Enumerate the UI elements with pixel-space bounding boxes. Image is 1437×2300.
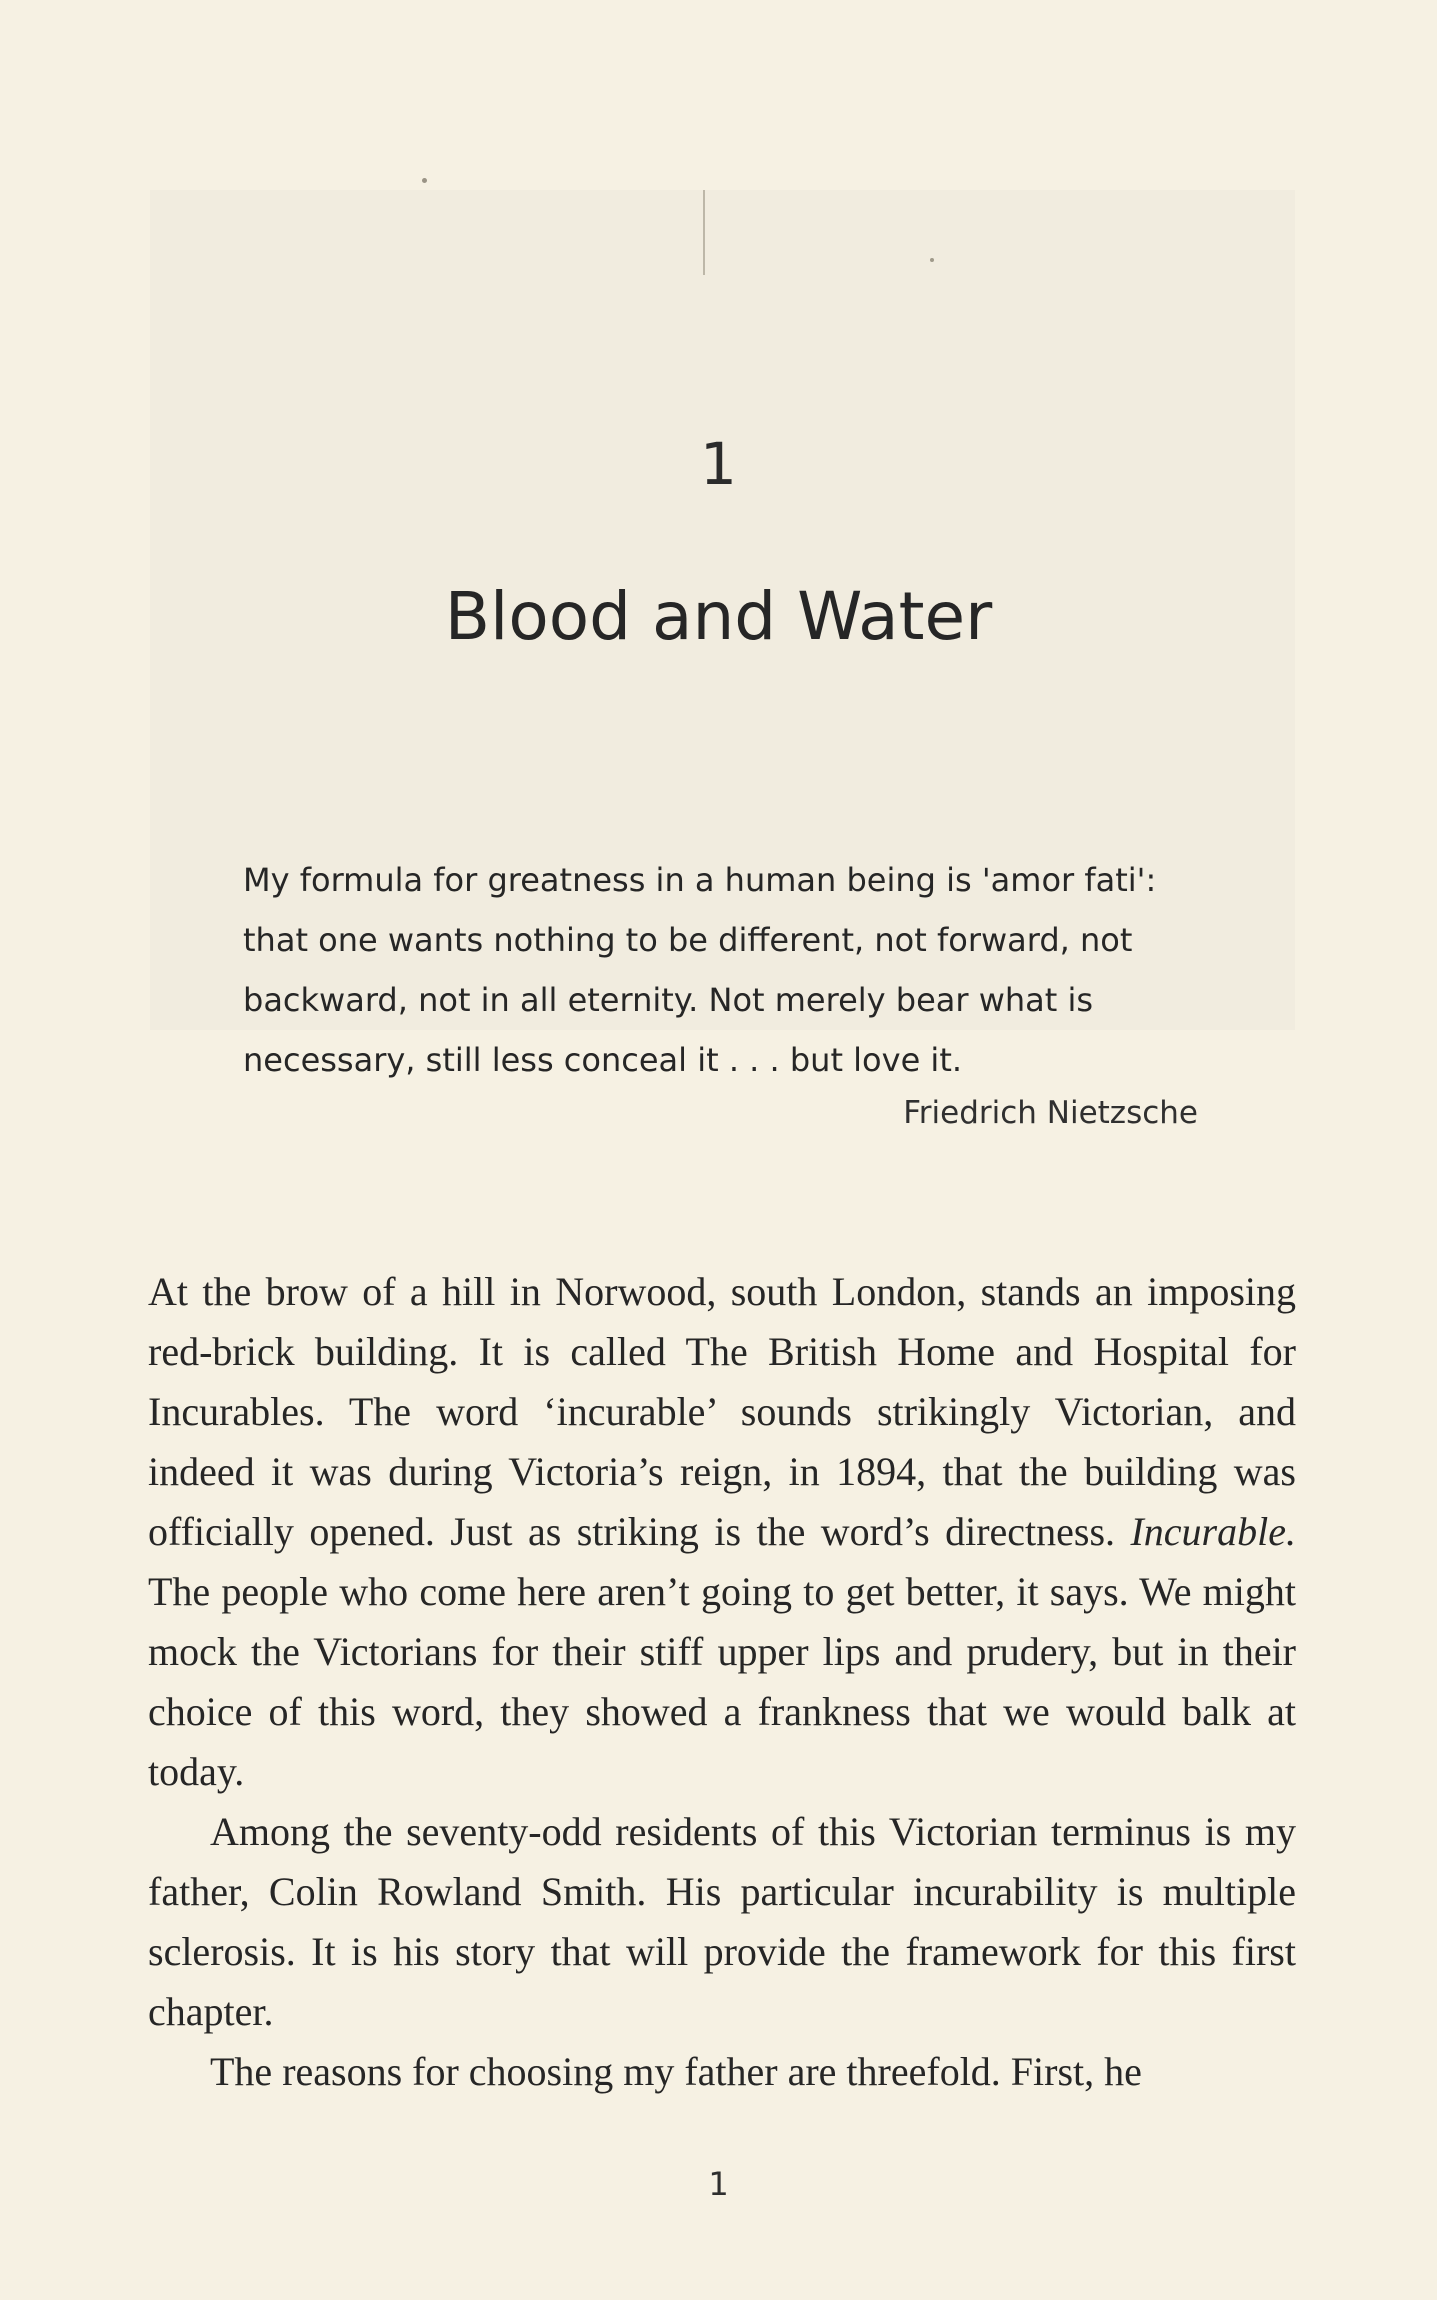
paragraph-2: Among the seventy-odd residents of this Victorian terminus is my father, Colin Rowland Smith. His particular incurability is multiple sclerosis. It is his story that will provide the framework for this first chapter.: [148, 1809, 1296, 2034]
scan-mark: [703, 190, 705, 275]
body-text: [148, 1262, 1296, 2102]
paragraph-3: The reasons for choosing my father are threefold. First, he: [210, 2049, 1142, 2094]
paragraph-1-start: At the brow of a hill in Norwood, south London, stands an imposing red-brick building. It is called The British Home and Hospital for Incurables. The word ‘incurable’ sounds strikingly Victorian, and indeed it was during Victoria’s reign, in 1894, that the building was officially opened. Just as striking is the word’s directness.: [148, 1269, 1296, 1554]
epigraph-attribution: Friedrich Nietzsche: [903, 1095, 1198, 1131]
page-number: 1: [708, 2165, 729, 2203]
scan-mark: [930, 258, 934, 262]
epigraph-quote: [243, 850, 1203, 1090]
chapter-title: Blood and Water: [444, 578, 993, 655]
paragraph-1: [148, 1262, 1296, 1802]
epigraph-text: My formula for greatness in a human being is 'amor fati': that one wants nothing to be different, not forward, not backward, not in all eternity. Not merely bear what is necessary, still less conceal it . . . but love it.: [243, 861, 1157, 1079]
paragraph-1-italic: Incurable.: [1130, 1509, 1296, 1554]
paragraph-1-end: The people who come here aren’t going to get better, it says. We might mock the Victorians for their stiff upper lips and prudery, but in their choice of this word, they showed a frankness that we would balk at today.: [148, 1569, 1296, 1794]
scan-mark: [422, 178, 427, 183]
chapter-number: 1: [700, 430, 737, 498]
